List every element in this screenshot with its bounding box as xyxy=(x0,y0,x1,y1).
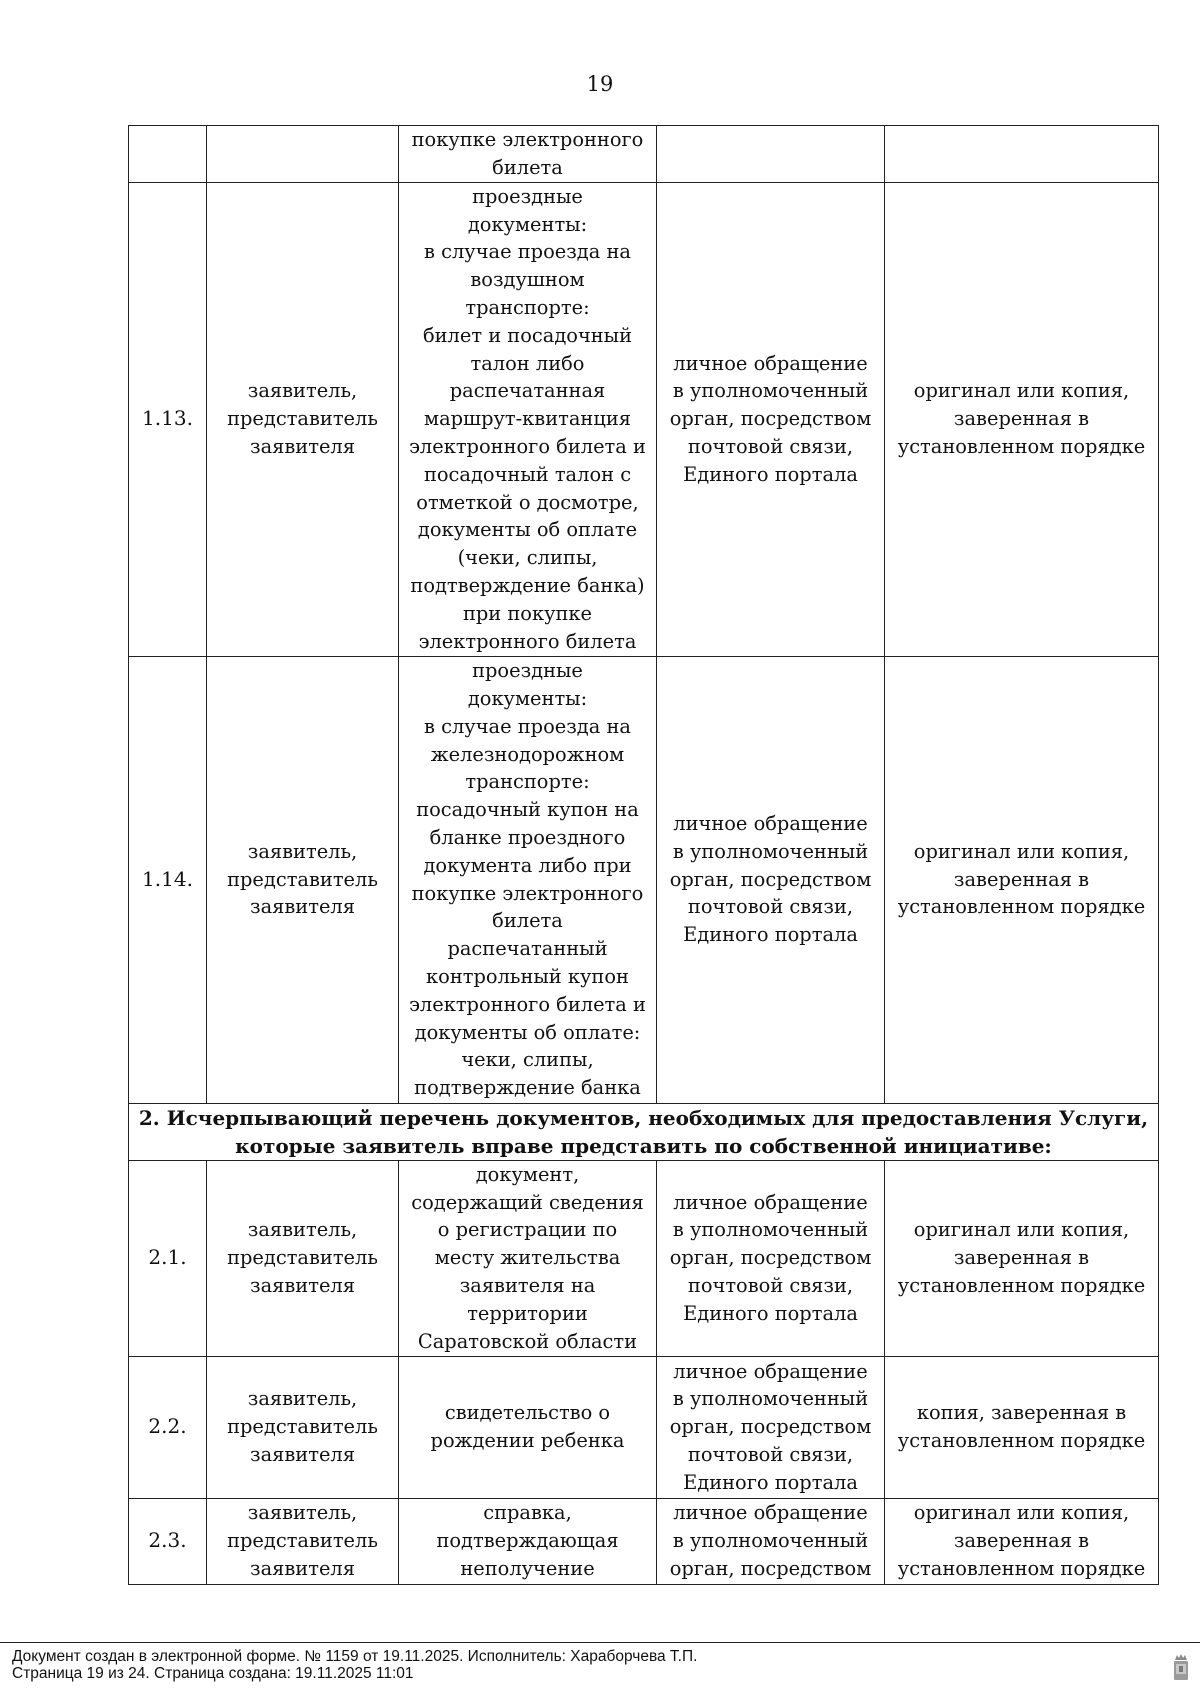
cell-method: личное обращение в уполномоченный орган, посредством почтовой связи, Единого портала xyxy=(657,1356,885,1498)
footer-divider xyxy=(0,1642,1200,1643)
section-2-heading: 2. Исчерпывающий перечень документов, необходимых для предоставления Услуги, которые заявитель вправе представить по собственной инициативе: xyxy=(129,1103,1159,1160)
table-row-1-13 xyxy=(129,182,1159,656)
document-footer xyxy=(12,1648,697,1682)
cell-applicant: заявитель, представитель заявителя xyxy=(207,1498,399,1584)
page-number: 19 xyxy=(586,72,614,96)
footer-document-info: Документ создан в электронной форме. № 1159 от 19.11.2025. Исполнитель: Хараборчева Т.П. xyxy=(12,1648,698,1665)
cell-document: проездные документы: в случае проезда на воздушном транспорте: билет и посадочный талон либо распечатанная маршрут-квитанция электронного билета и посадочный талон с отметкой о досмотре, документы об оплате (чеки, слипы, подтверждение банка) при покупке электронного билета xyxy=(399,182,657,656)
cell-document: покупке электронного билета xyxy=(399,126,657,183)
table-row-continuation xyxy=(129,126,1159,183)
cell-document: документ, содержащий сведения о регистрации по месту жительства заявителя на территории Саратовской области xyxy=(399,1160,657,1356)
cell-form: копия, заверенная в установленном порядке xyxy=(885,1356,1159,1498)
cell-applicant: заявитель, представитель заявителя xyxy=(207,1356,399,1498)
table-row-2-2 xyxy=(129,1356,1159,1498)
cell-num: 2.2. xyxy=(129,1356,207,1498)
cell-num: 2.3. xyxy=(129,1498,207,1584)
section-2-heading-row xyxy=(129,1103,1159,1160)
cell-document: свидетельство о рождении ребенка xyxy=(399,1356,657,1498)
cell-method: личное обращение в уполномоченный орган, посредством почтовой связи, Единого портала xyxy=(657,656,885,1103)
table-row-2-3 xyxy=(129,1498,1159,1584)
cell-document: проездные документы: в случае проезда на железнодорожном транспорте: посадочный купон на бланке проездного документа либо при покупке электронного билета распечатанный контрольный купон электронного билета и документы об оплате: чеки, слипы, подтверждение банка xyxy=(399,656,657,1103)
cell-method xyxy=(657,126,885,183)
table-row-1-14 xyxy=(129,656,1159,1103)
coat-of-arms-icon xyxy=(1172,1652,1190,1682)
cell-document: справка, подтверждающая неполучение xyxy=(399,1498,657,1584)
cell-method: личное обращение в уполномоченный орган, посредством почтовой связи, Единого портала xyxy=(657,182,885,656)
documents-table xyxy=(128,125,1159,1585)
cell-num: 2.1. xyxy=(129,1160,207,1356)
cell-num: 1.14. xyxy=(129,656,207,1103)
cell-num: 1.13. xyxy=(129,182,207,656)
cell-form xyxy=(885,126,1159,183)
cell-form: оригинал или копия, заверенная в установленном порядке xyxy=(885,656,1159,1103)
cell-form: оригинал или копия, заверенная в установленном порядке xyxy=(885,182,1159,656)
cell-num xyxy=(129,126,207,183)
cell-applicant: заявитель, представитель заявителя xyxy=(207,1160,399,1356)
cell-applicant: заявитель, представитель заявителя xyxy=(207,182,399,656)
cell-applicant xyxy=(207,126,399,183)
footer-page-info: Страница 19 из 24. Страница создана: 19.11.2025 11:01 xyxy=(12,1665,414,1682)
cell-method: личное обращение в уполномоченный орган, посредством почтовой связи, Единого портала xyxy=(657,1160,885,1356)
cell-applicant: заявитель, представитель заявителя xyxy=(207,656,399,1103)
cell-form: оригинал или копия, заверенная в установленном порядке xyxy=(885,1160,1159,1356)
cell-method: личное обращение в уполномоченный орган, посредством xyxy=(657,1498,885,1584)
table-row-2-1 xyxy=(129,1160,1159,1356)
cell-form: оригинал или копия, заверенная в установленном порядке xyxy=(885,1498,1159,1584)
